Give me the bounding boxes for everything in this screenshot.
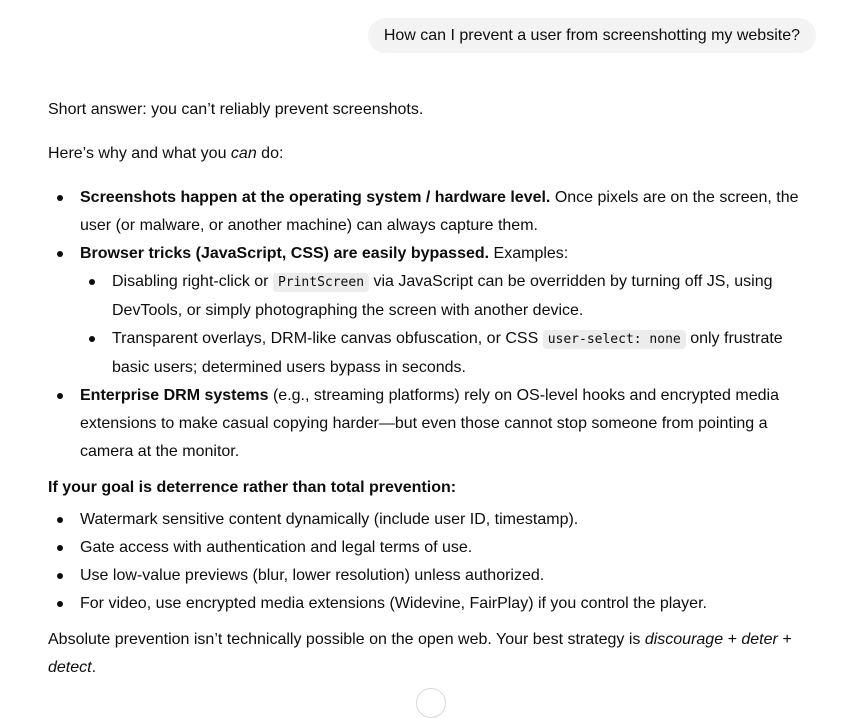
list-item: For video, use encrypted media extensions (Widevine, FairPlay) if you control the player. [48,590,823,618]
list-item: Browser tricks (JavaScript, CSS) are easily bypassed. Examples: Disabling right-click or PrintScreen via JavaScript can be overridden by turning off JS, using DevTools, or simply photographing the screen with another device. Transparent overlays, DRM-like canvas obfuscation, or CSS user-select: none only frustrate basic users; determined users bypass in seconds. [48,240,823,382]
list-item: Gate access with authentication and legal terms of use. [48,534,823,562]
inline-code: user-select: none [543,330,686,349]
list-item: Use low-value previews (blur, lower resolution) unless authorized. [48,562,823,590]
assistant-answer [48,96,823,682]
answer-conclusion: Absolute prevention isn’t technically possible on the open web. Your best strategy is discourage + deter + detect. [48,631,792,676]
list-item: Transparent overlays, DRM-like canvas obfuscation, or CSS user-select: none only frustrate basic users; determined users bypass in seconds. [80,325,823,382]
list-item: Screenshots happen at the operating system / hardware level. Once pixels are on the screen, the user (or malware, or another machine) can always capture them. [48,184,823,240]
user-message-bubble [368,18,816,53]
inline-code: PrintScreen [273,273,369,292]
browser-tricks-sublist [80,268,823,382]
list-item: Enterprise DRM systems (e.g., streaming platforms) rely on OS-level hooks and encrypted media extensions to make casual copying harder—but even those cannot stop someone from pointing a camera at the monitor. [48,382,823,466]
answer-why-line: Here’s why and what you can do: [48,145,284,162]
user-message-text: How can I prevent a user from screenshotting my website? [383,27,800,44]
list-item: Disabling right-click or PrintScreen via JavaScript can be overridden by turning off JS, using DevTools, or simply photographing the screen with another device. [80,268,823,325]
answer-intro: Short answer: you can’t reliably prevent screenshots. [48,101,424,118]
list-item: Watermark sensitive content dynamically (include user ID, timestamp). [48,506,823,534]
scroll-down-button[interactable] [416,688,446,718]
reasons-list [48,184,823,466]
deterrence-heading: If your goal is deterrence rather than total prevention: [48,479,457,496]
deterrence-list [48,506,823,618]
